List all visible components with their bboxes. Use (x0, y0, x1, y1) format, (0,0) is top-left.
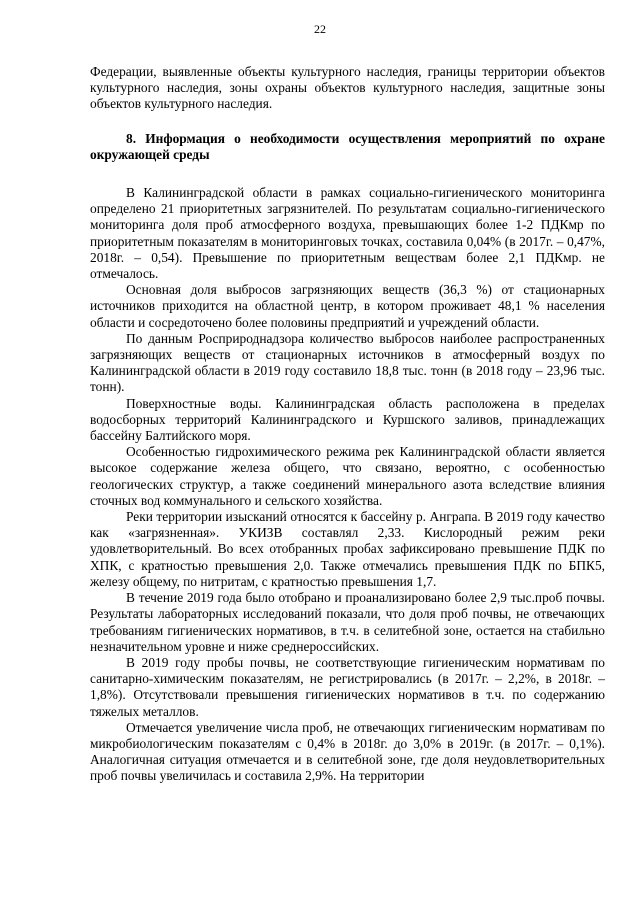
body-paragraph: В течение 2019 года было отобрано и проанализировано более 2,9 тыс.проб почвы. Результаты лабораторных исследований показали, что доля проб почвы, не отвечающих требованиям гигиенических нормативов, в т.ч. в селитебной зоне, остается на стабильно незначительном уровне и ниже среднероссийских. (90, 590, 605, 654)
body-paragraph: По данным Росприроднадзора количество выбросов наиболее распространенных загрязняющих веществ от стационарных источников в атмосферный воздух по Калининградской области в 2019 году составило 18,8 тыс. тонн (в 2018 году – 23,96 тыс. тонн). (90, 330, 605, 395)
page-number: 22 (314, 22, 326, 36)
body-paragraph: Особенностью гидрохимического режима рек Калининградской области является высокое содержание железа общего, что связано, вероятно, с особенностью геологических структур, а также соединений минерального азота вследствие влияния сточных вод коммунального и сельского хозяйства. (90, 444, 605, 508)
body-paragraph: Поверхностные воды. Калининградская область расположена в пределах водосборных территорий Калининградского и Куршского заливов, принадлежащих бассейну Балтийского моря. (90, 395, 605, 444)
section-heading: 8. Информация о необходимости осуществления мероприятий по охране окружающей среды (90, 130, 605, 162)
body-paragraph: Реки территории изысканий относятся к бассейну р. Анграпа. В 2019 году качество как «загрязненная». УКИЗВ составлял 2,33. Кислородный режим реки удовлетворительный. Во всех отобранных пробах зафиксировано превышение ПДК по ХПК, с кратностью превышения 2,0. Также отмечались превышения ПДК по БПК5, железу общему, по нитритам, с кратностью превышения 1,7. (90, 509, 605, 589)
body-paragraph: Отмечается увеличение числа проб, не отвечающих гигиеническим нормативам по микробиологическим показателям с 0,4% в 2018г. до 3,0% в 2019г. (в 2017г. – 0,1%). Аналогичная ситуация отмечается и в селитебной зоне, где доля неудовлетворительных проб почвы увеличилась и составила 2,9%. На территории (90, 719, 605, 784)
body-paragraph: В Калининградской области в рамках социально-гигиенического мониторинга определено 21 приоритетных загрязнителей. По результатам социально-гигиенического мониторинга доля проб атмосферного воздуха, превышающих более 1-2 ПДКмр по приоритетным показателям в мониторинговых точках, составила 0,04% (в 2017г. – 0,47%, 2018г. – 0,54). Превышение по приоритетным веществам более 2,1 ПДКмр. не отмечалось. (90, 185, 605, 282)
page-content (90, 64, 605, 785)
intro-paragraph: Федерации, выявленные объекты культурного наследия, границы территории объектов культурного наследия, зоны охраны объектов культурного наследия, защитные зоны объектов культурного наследия. (90, 64, 605, 112)
body-paragraph: Основная доля выбросов загрязняющих веществ (36,3 %) от стационарных источников приходится на областной центр, в котором проживает 48,1 % населения области и сосредоточено более половины предприятий и учреждений области. (90, 282, 605, 330)
body-paragraph: В 2019 году пробы почвы, не соответствующие гигиеническим нормативам по санитарно-химическим показателям, не регистрировались (в 2017г. – 2,2%, в 2018г. – 1,8%). Отсутствовали превышения гигиенических нормативов в т.ч. по содержанию тяжелых металлов. (90, 654, 605, 719)
